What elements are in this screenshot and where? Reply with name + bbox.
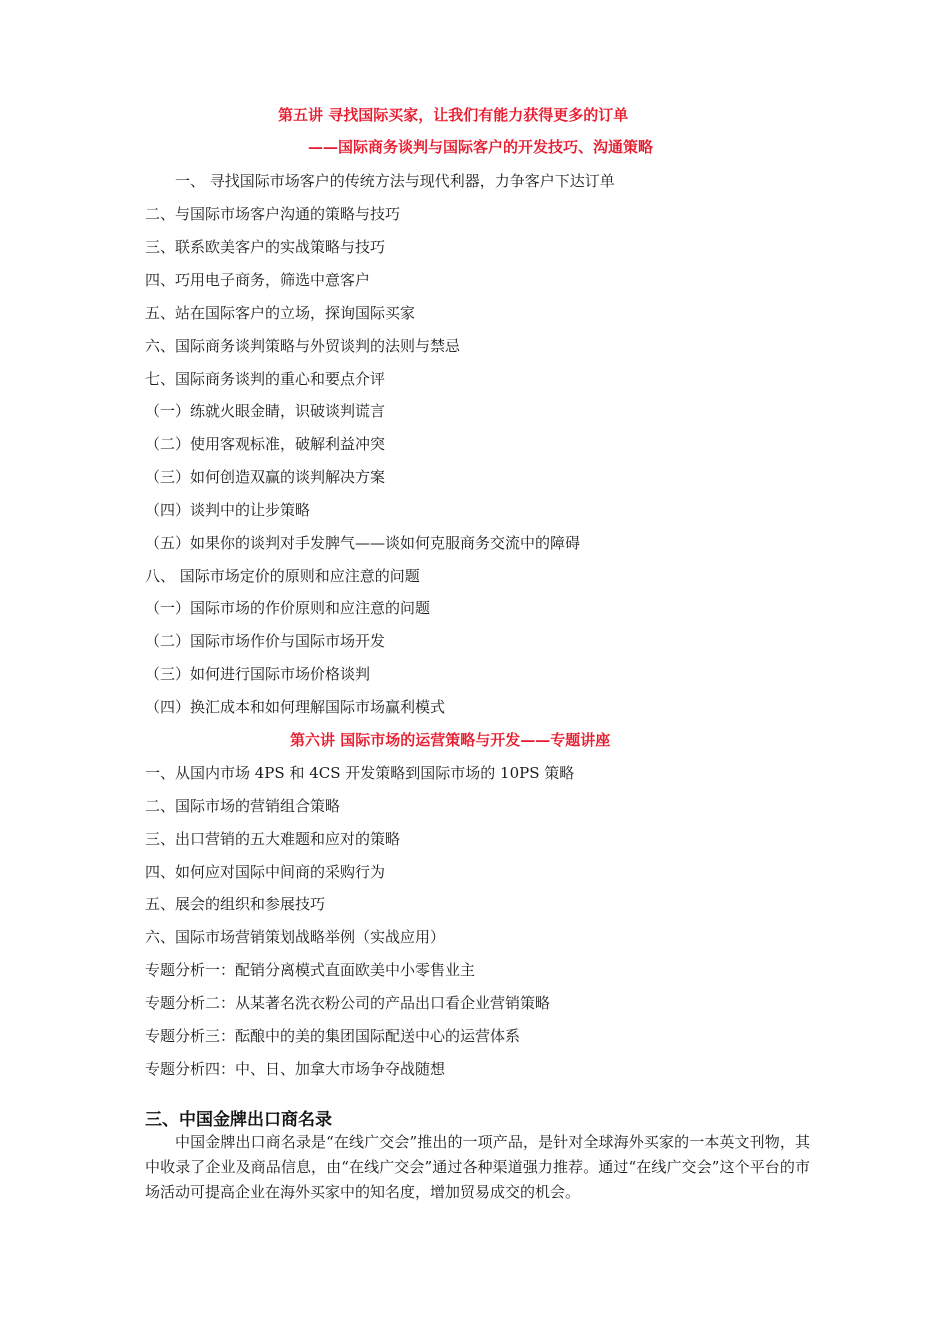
lecture5-item: 六、国际商务谈判策略与外贸谈判的法则与禁忌 <box>145 337 461 355</box>
lecture5-item: 七、国际商务谈判的重心和要点介评 <box>145 370 386 388</box>
lecture5-subitem: （二）使用客观标准，破解利益冲突 <box>145 435 386 453</box>
lecture5-subitem: （四）谈判中的让步策略 <box>145 501 311 519</box>
lecture6-item: 二、国际市场的营销组合策略 <box>145 797 341 815</box>
lecture5-item: 五、站在国际客户的立场，探询国际买家 <box>145 304 416 322</box>
lecture5-subitem: （二）国际市场作价与国际市场开发 <box>145 632 386 650</box>
lecture6-item: 三、出口营销的五大难题和应对的策略 <box>145 830 401 848</box>
lecture5-title: 第五讲 寻找国际买家，让我们有能力获得更多的订单 <box>278 106 629 124</box>
lecture6-item: 一、从国内市场 4PS 和 4CS 开发策略到国际市场的 10PS 策略 <box>145 764 575 782</box>
lecture6-topic: 专题分析三：酝酿中的美的集团国际配送中心的运营体系 <box>145 1027 521 1045</box>
lecture6-item: 六、国际市场营销策划战略举例（实战应用） <box>145 928 446 946</box>
lecture6-topic: 专题分析二：从某著名洗衣粉公司的产品出口看企业营销策略 <box>145 994 551 1012</box>
lecture5-subitem: （一）国际市场的作价原则和应注意的问题 <box>145 599 431 617</box>
lecture5-subtitle: ——国际商务谈判与国际客户的开发技巧、沟通策略 <box>308 138 654 156</box>
lecture5-subitem: （三）如何创造双赢的谈判解决方案 <box>145 468 386 486</box>
section3-title: 三、中国金牌出口商名录 <box>145 1110 332 1130</box>
lecture5-item: 四、巧用电子商务，筛选中意客户 <box>145 271 371 289</box>
lecture6-topic: 专题分析四：中、日、加拿大市场争夺战随想 <box>145 1060 446 1078</box>
lecture5-item: 八、 国际市场定价的原则和应注意的问题 <box>145 567 420 585</box>
lecture6-item: 五、展会的组织和参展技巧 <box>145 895 326 913</box>
lecture6-item: 四、如何应对国际中间商的采购行为 <box>145 863 386 881</box>
lecture5-subitem: （五）如果你的谈判对手发脾气——谈如何克服商务交流中的障碍 <box>145 534 581 552</box>
lecture5-subitem: （三）如何进行国际市场价格谈判 <box>145 665 371 683</box>
lecture6-title: 第六讲 国际市场的运营策略与开发——专题讲座 <box>290 731 611 749</box>
lecture6-topic: 专题分析一：配销分离模式直面欧美中小零售业主 <box>145 961 476 979</box>
lecture5-subitem: （四）换汇成本和如何理解国际市场赢利模式 <box>145 698 446 716</box>
lecture5-item: 三、联系欧美客户的实战策略与技巧 <box>145 238 386 256</box>
lecture5-item: 二、与国际市场客户沟通的策略与技巧 <box>145 205 401 223</box>
section3-paragraph: 中国金牌出口商名录是“在线广交会”推出的一项产品，是针对全球海外买家的一本英文刊物，其中收录了企业及商品信息，由“在线广交会”通过各种渠道强力推荐。通过“在线广交会”这个平台的市场活动可提高企业在海外买家中的知名度，增加贸易成交的机会。 <box>145 1133 810 1201</box>
lecture5-subitem: （一）练就火眼金睛，识破谈判谎言 <box>145 402 386 420</box>
lecture5-item: 一、 寻找国际市场客户的传统方法与现代利器，力争客户下达订单 <box>175 172 615 190</box>
